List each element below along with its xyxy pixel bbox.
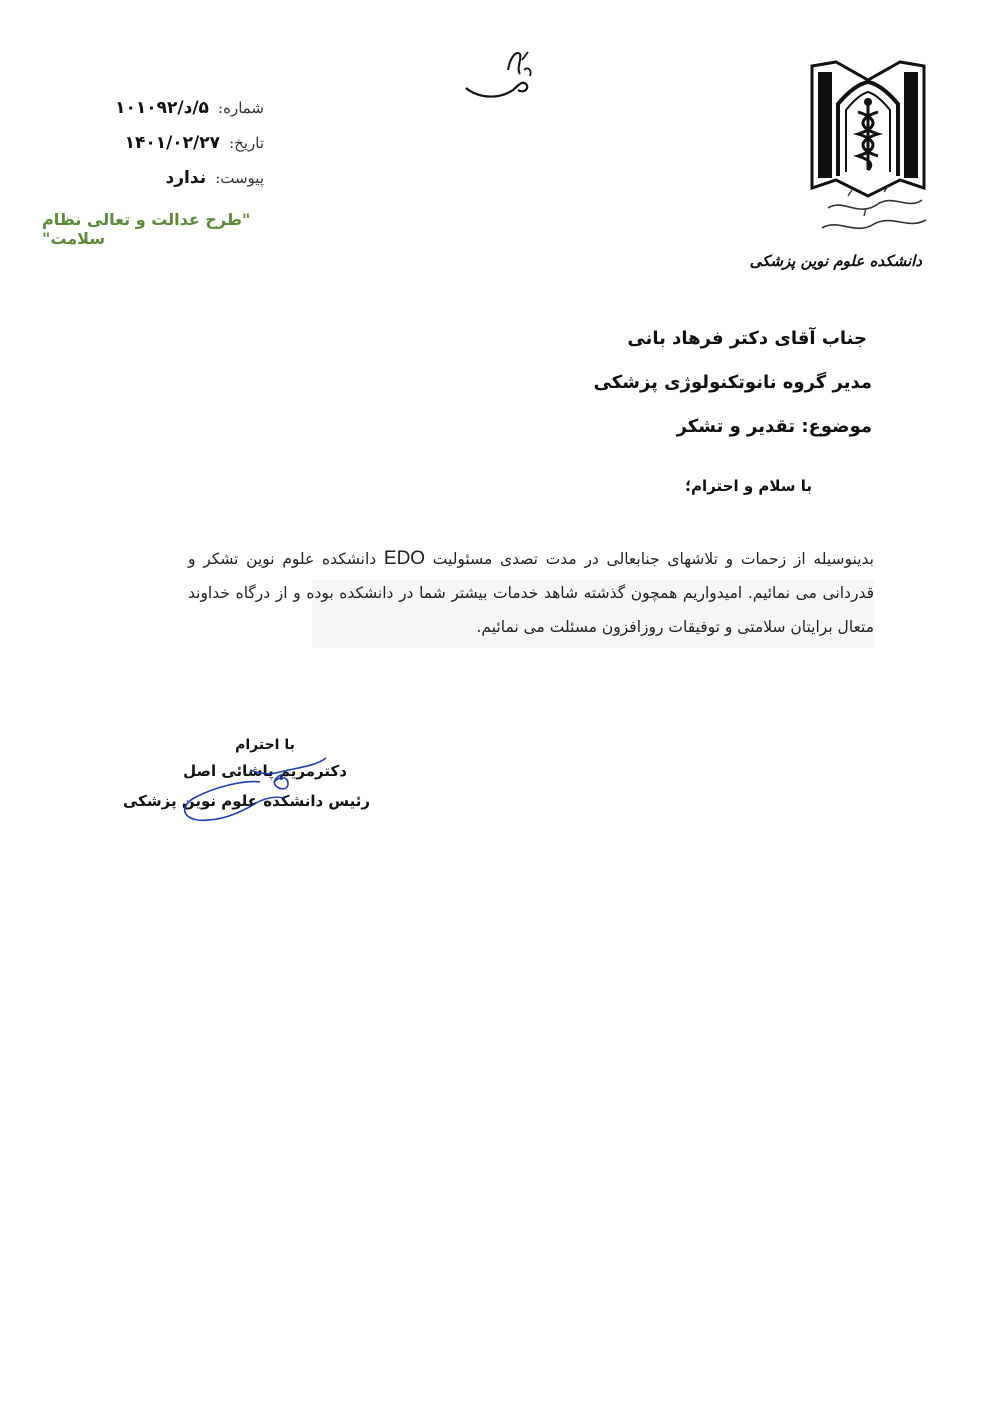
addressee-name: جناب آقای دکتر فرهاد بانی [627, 328, 867, 349]
letter-subject: موضوع: تقدیر و تشکر [676, 416, 872, 437]
letter-number-value: ۵/د/۱۰۱۰۹۲ [115, 98, 209, 118]
motto: "طرح عدالت و تعالی نظام سلامت" [42, 210, 251, 248]
letter-attachment-label: پیوست: [215, 169, 264, 187]
signatory-title: رئیس دانشکده علوم نوین پزشکی [122, 792, 370, 810]
letter-date-row [125, 133, 264, 163]
university-logo [808, 58, 928, 248]
body-edo: EDO [383, 548, 426, 569]
letter-attachment-value: ندارد [165, 168, 207, 188]
letter-body [188, 542, 874, 644]
letter-date-label: تاریخ: [229, 134, 264, 152]
letter-date-value: ۱۴۰۱/۰۲/۲۷ [124, 133, 220, 153]
signatory-name: دکترمریم پاشائی اصل [183, 762, 347, 780]
letter-number-row [115, 98, 264, 128]
addressee-position: مدیر گروه نانوتکنولوژی پزشکی [593, 372, 872, 393]
signature-closing: با احترام [235, 737, 295, 753]
letter-number-label: شماره: [218, 99, 264, 117]
greeting: با سلام و احترام؛ [685, 477, 812, 495]
body-text-part-2: دانشکده علوم نوین تشکر و قدردانی می نمائیم. امیدواریم همچون گذشته شاهد خدمات بیشتر شما در دانشکده بوده و از درگاه خداوند متعال برایتان سلامتی و توفیقات روزافزون مسئلت می نمائیم. [188, 550, 874, 636]
paraph-mark [458, 40, 538, 110]
school-name: دانشکده علوم نوین پزشکی [749, 252, 922, 270]
body-text-part-1: بدینوسیله از زحمات و تلاشهای جنابعالی در مدت تصدی مسئولیت [425, 550, 874, 568]
letter-attachment-row [166, 168, 264, 198]
